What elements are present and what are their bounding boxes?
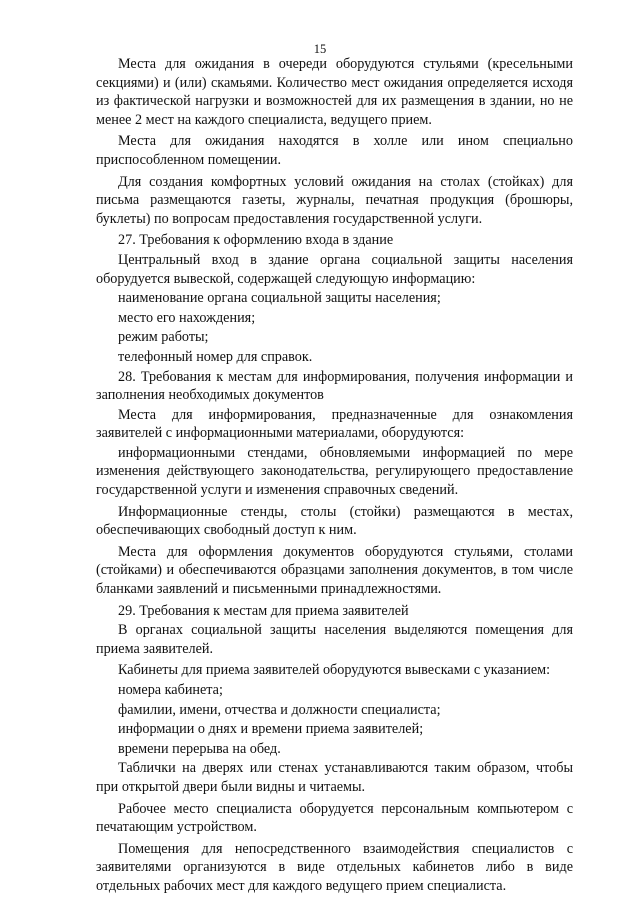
paragraph-door-plates: Таблички на дверях или стенах устанавливаются таким образом, чтобы при открытой двери были видны и читаемы. xyxy=(96,760,573,795)
paragraph-waiting-location: Места для ожидания находятся в холле или ином специально приспособленном помещении. xyxy=(96,133,573,168)
list-item: телефонный номер для справок. xyxy=(118,348,313,365)
list-item: наименование органа социальной защиты населения; xyxy=(118,290,441,307)
paragraph-info-places: Места для информирования, предназначенные для ознакомления заявителей с информационными материалами, оборудуются: xyxy=(96,406,573,442)
list-item: фамилии, имени, отчества и должности специалиста; xyxy=(118,701,441,718)
list-item: место его нахождения; xyxy=(118,309,256,326)
section-heading-29: 29. Требования к местам для приема заявителей xyxy=(118,602,409,619)
list-item: номера кабинета; xyxy=(118,682,223,698)
paragraph-document-places: Места для оформления документов оборудуются стульями, столами (стойками) и обеспечиваются образцами заполнения документов, в том числе бланками заявлений и письменными принадлежностями. xyxy=(96,543,573,598)
paragraph-reception-rooms: В органах социальной защиты населения выделяются помещения для приема заявителей. xyxy=(96,622,573,657)
paragraph-comfort-conditions: Для создания комфортных условий ожидания на столах (стойках) для письма размещаются газеты, журналы, печатная продукция (брошюры, буклеты) по вопросам предоставления государственной услуги. xyxy=(96,173,573,227)
list-item: информации о днях и времени приема заявителей; xyxy=(118,721,424,738)
paragraph-waiting-seats: Места для ожидания в очереди оборудуются стульями (кресельными секциями) и (или) скамьями. Количество мест ожидания определяется исходя из фактической нагрузки и возможностей для их размещения в здании, но не менее 2 мест на каждого специалиста, ведущего прием. xyxy=(96,56,573,128)
paragraph-workplace: Рабочее место специалиста оборудуется персональным компьютером с печатающим устройством. xyxy=(96,800,573,836)
paragraph-entrance-sign: Центральный вход в здание органа социальной защиты населения оборудуется вывеской, содержащей следующую информацию: xyxy=(96,251,573,287)
list-item: времени перерыва на обед. xyxy=(118,740,281,757)
page-number: 15 xyxy=(313,42,327,56)
document-body xyxy=(96,55,573,899)
list-item: режим работы; xyxy=(118,329,209,346)
section-heading-27: 27. Требования к оформлению входа в здание xyxy=(118,232,394,249)
paragraph-office-signs: Кабинеты для приема заявителей оборудуются вывесками с указанием: xyxy=(118,662,551,679)
paragraph-stands-access: Информационные стенды, столы (стойки) размещаются в местах, обеспечивающих свободный доступ к ним. xyxy=(96,503,573,539)
paragraph-interaction-rooms: Помещения для непосредственного взаимодействия специалистов с заявителями организуются в виде отдельных кабинетов либо в виде отдельных рабочих мест для каждого ведущего прием специалиста. xyxy=(96,840,573,894)
paragraph-info-stands: информационными стендами, обновляемыми информацией по мере изменения действующего законодательства, регулирующего предоставление государственной услуги и изменения справочных сведений. xyxy=(96,444,573,499)
section-heading-28: 28. Требования к местам для информирования, получения информации и заполнения необходимых документов xyxy=(96,368,573,404)
